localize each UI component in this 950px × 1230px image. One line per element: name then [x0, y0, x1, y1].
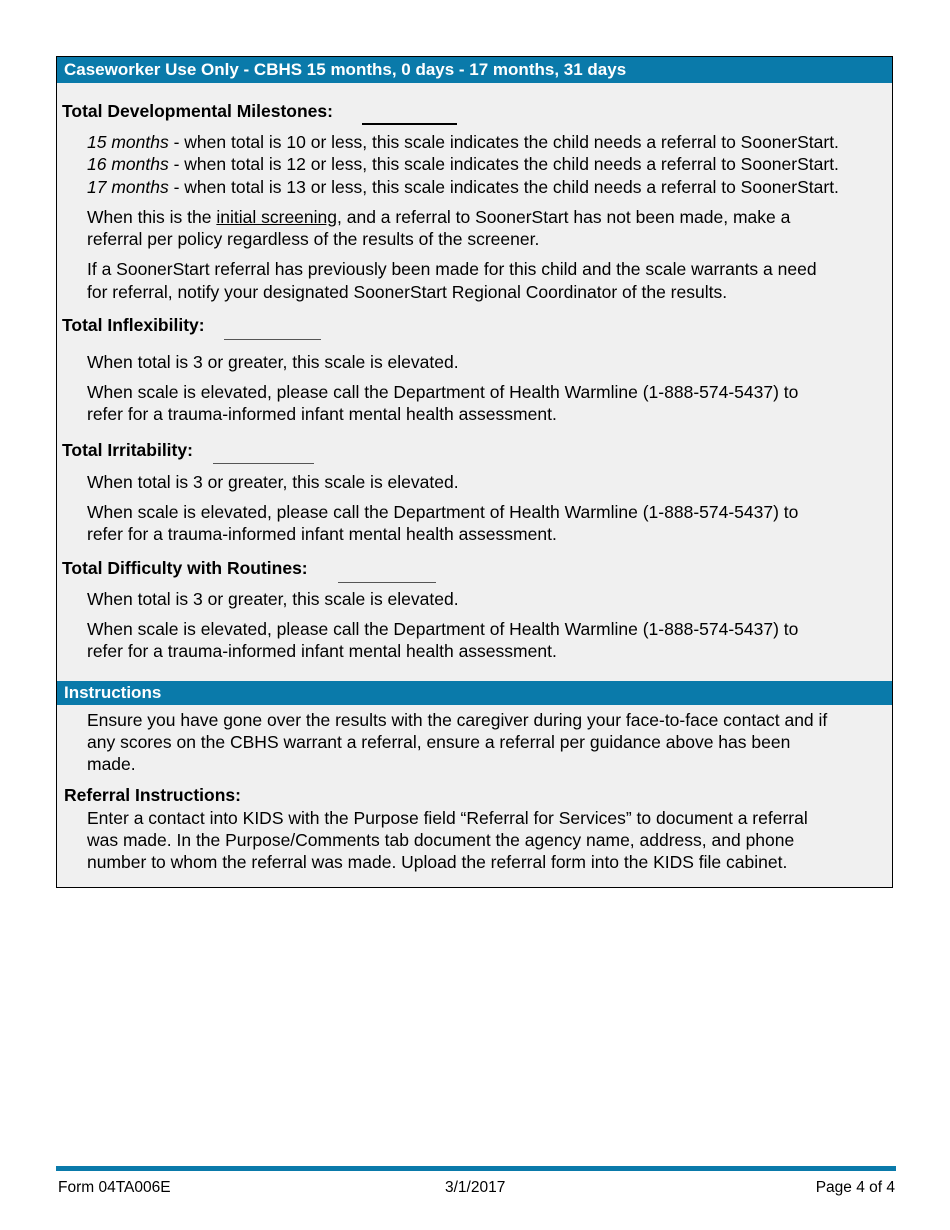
instructions-line-1: Ensure you have gone over the results with the caregiver during your face-to-face contact and if: [87, 710, 828, 730]
inflexibility-elevated: When total is 3 or greater, this scale is elevated.: [87, 352, 459, 372]
footer-page-number: Page 4 of 4: [815, 1179, 895, 1196]
inflexibility-label: Total Inflexibility:: [62, 315, 205, 335]
instructions-line-2: any scores on the CBHS warrant a referral, ensure a referral per guidance above has been: [87, 732, 791, 752]
instructions-line-3: made.: [87, 754, 136, 774]
caseworker-panel: [56, 56, 893, 888]
referral-instructions-label: Referral Instructions:: [64, 785, 241, 805]
caseworker-header: Caseworker Use Only - CBHS 15 months, 0 days - 17 months, 31 days: [57, 57, 892, 83]
referral-line-2: was made. In the Purpose/Comments tab document the agency name, address, and phone: [87, 830, 795, 850]
instructions-header: Instructions: [57, 681, 892, 705]
milestone-line-17: 17 months - when total is 13 or less, this scale indicates the child needs a referral to SoonerStart.: [87, 177, 839, 197]
inflexibility-call-2: refer for a trauma-informed infant mental health assessment.: [87, 404, 557, 424]
irritability-entry-line[interactable]: [213, 463, 314, 464]
initial-screening-underline: initial screening: [216, 207, 337, 227]
irritability-elevated: When total is 3 or greater, this scale is elevated.: [87, 472, 459, 492]
routines-entry-line[interactable]: [338, 582, 436, 583]
referral-line-3: number to whom the referral was made. Upload the referral form into the KIDS file cabinet.: [87, 852, 788, 872]
routines-label: Total Difficulty with Routines:: [62, 558, 308, 578]
previous-referral-note-2: for referral, notify your designated SoonerStart Regional Coordinator of the results.: [87, 282, 728, 302]
previous-referral-note: If a SoonerStart referral has previously been made for this child and the scale warrants a need: [87, 259, 817, 279]
milestone-line-15: 15 months - when total is 10 or less, this scale indicates the child needs a referral to SoonerStart.: [87, 132, 839, 152]
routines-elevated: When total is 3 or greater, this scale is elevated.: [87, 589, 459, 609]
milestones-entry-line[interactable]: [362, 123, 457, 125]
inflexibility-call: When scale is elevated, please call the Department of Health Warmline (1-888-574-5437) to: [87, 382, 799, 402]
routines-call: When scale is elevated, please call the Department of Health Warmline (1-888-574-5437) to: [87, 619, 799, 639]
initial-screening-note-2: referral per policy regardless of the results of the screener.: [87, 229, 540, 249]
initial-screening-note: When this is the initial screening, and a referral to SoonerStart has not been made, make a: [87, 207, 791, 227]
milestone-line-16: 16 months - when total is 12 or less, this scale indicates the child needs a referral to SoonerStart.: [87, 154, 839, 174]
routines-call-2: refer for a trauma-informed infant mental health assessment.: [87, 641, 557, 661]
footer-rule: [56, 1166, 896, 1171]
milestones-label: Total Developmental Milestones:: [62, 101, 333, 121]
referral-line-1: Enter a contact into KIDS with the Purpose field “Referral for Services” to document a referral: [87, 808, 808, 828]
irritability-call-2: refer for a trauma-informed infant mental health assessment.: [87, 524, 557, 544]
irritability-call: When scale is elevated, please call the Department of Health Warmline (1-888-574-5437) to: [87, 502, 799, 522]
irritability-label: Total Irritability:: [62, 440, 193, 460]
footer-date: 3/1/2017: [445, 1179, 506, 1196]
footer-form-number: Form 04TA006E: [58, 1179, 171, 1196]
inflexibility-entry-line[interactable]: [224, 339, 321, 340]
